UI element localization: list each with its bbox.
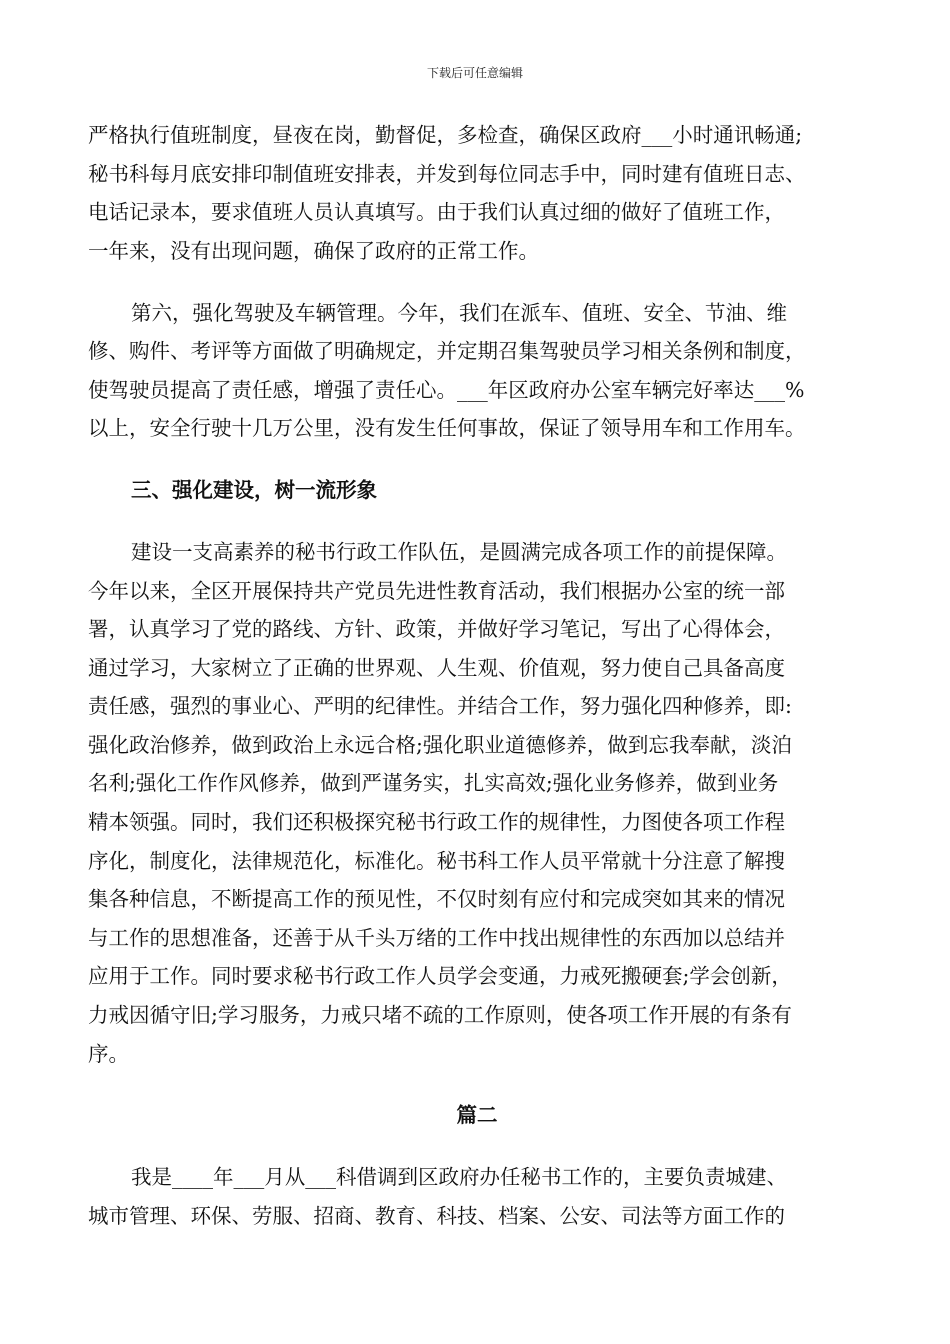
text-line: 序化，制度化，法律规范化，标准化。秘书科工作人员平常就十分注意了解搜 (88, 848, 785, 873)
text-line: 使驾驶员提高了责任感，增强了责任心。___年区政府办公室车辆完好率达___% (88, 377, 805, 402)
text-line: 强化政治修养，做到政治上永远合格;强化职业道德修养，做到忘我奉献，淡泊 (88, 732, 792, 757)
text-line: 建设一支高素养的秘书行政工作队伍，是圆满完成各项工作的前提保障。 (131, 539, 787, 564)
text-line: 集各种信息，不断提高工作的预见性，不仅时刻有应付和完成突如其来的情况 (88, 887, 785, 912)
text-line: 我是____年___月从___科借调到区政府办任秘书工作的，主要负责城建、 (131, 1165, 787, 1190)
text-line: 电话记录本，要求值班人员认真填写。由于我们认真过细的做好了值班工作， (88, 200, 785, 225)
text-line: 第六，强化驾驶及车辆管理。今年，我们在派车、值班、安全、节油、维 (131, 300, 787, 325)
document-body (88, 116, 866, 1259)
text-line: 城市管理、环保、劳服、招商、教育、科技、档案、公安、司法等方面工作的 (88, 1203, 785, 1228)
text-line: 精本领强。同时，我们还积极探究秘书行政工作的规律性，力图使各项工作程 (88, 810, 785, 835)
section-heading: 三、强化建设，树一流形象 (131, 478, 377, 503)
chapter-title: 篇二 (456, 1103, 498, 1128)
text-line: 修、购件、考评等方面做了明确规定，并定期召集驾驶员学习相关条例和制度， (88, 339, 806, 364)
text-line: 秘书科每月底安排印制值班安排表，并发到每位同志手中，同时建有值班日志、 (88, 161, 806, 186)
paragraph-vehicle-management (88, 294, 866, 448)
text-line: 严格执行值班制度，昼夜在岗，勤督促，多检查，确保区政府___小时通讯畅通; (88, 123, 803, 147)
paragraph-duty-system (88, 116, 866, 270)
page-header: 下载后可任意编辑 (426, 66, 523, 80)
text-line: 序。 (88, 1041, 129, 1066)
paragraph-intro (88, 1158, 866, 1235)
text-line: 今年以来，全区开展保持共产党员先进性教育活动，我们根据办公室的统一部 (88, 578, 785, 603)
text-line: 名利;强化工作作风修养，做到严谨务实，扎实高效;强化业务修养，做到业务 (88, 771, 779, 796)
text-line: 与工作的思想准备，还善于从千头万绪的工作中找出规律性的东西加以总结并 (88, 925, 785, 950)
text-line: 以上，安全行驶十几万公里，没有发生任何事故，保证了领导用车和工作用车。 (88, 416, 806, 441)
text-line: 责任感，强烈的事业心、严明的纪律性。并结合工作，努力强化四种修养，即: (88, 694, 792, 719)
text-line: 通过学习，大家树立了正确的世界观、人生观、价值观，努力使自己具备高度 (88, 655, 785, 680)
text-line: 应用于工作。同时要求秘书行政工作人员学会变通，力戒死搬硬套;学会创新， (88, 964, 792, 989)
paragraph-team-building (88, 533, 866, 1073)
text-line: 一年来，没有出现问题，确保了政府的正常工作。 (88, 238, 539, 263)
text-line: 力戒因循守旧;学习服务，力戒只堵不疏的工作原则，使各项工作开展的有条有 (88, 1003, 792, 1028)
text-line: 署，认真学习了党的路线、方针、政策，并做好学习笔记，写出了心得体会， (88, 617, 785, 642)
